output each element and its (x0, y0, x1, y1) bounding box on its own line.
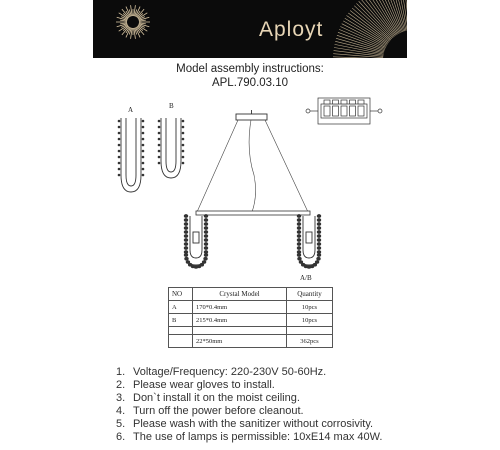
lamp-bar-drawing (196, 211, 310, 215)
table-header-quantity: Quantity (287, 288, 333, 301)
list-item-text: Please wash with the sanitizer without corrosivity. (133, 418, 374, 430)
table-cell: B (169, 314, 193, 327)
list-item (116, 379, 416, 392)
table-cell (169, 335, 193, 348)
table-header-model: Crystal Model (193, 288, 287, 301)
title-line-2: APL.790.03.10 (211, 77, 289, 89)
table-header-no: NO (169, 288, 193, 301)
table-cell: 10pcs (287, 301, 333, 314)
list-item (116, 418, 416, 431)
brand-name: Aployt (259, 18, 324, 41)
ceiling-canopy-drawing (236, 110, 267, 120)
list-item-number: 4. (116, 405, 126, 417)
list-item-number: 5. (116, 418, 126, 430)
table-cell: 10pcs (287, 314, 333, 327)
table-header-row (169, 288, 333, 301)
crystal-part-a-drawing (118, 118, 145, 192)
list-item-number: 3. (116, 392, 126, 404)
label-a: A (128, 106, 134, 114)
table-row (169, 335, 333, 348)
list-item-number: 6. (116, 431, 126, 443)
crystal-table (168, 287, 333, 348)
table-cell (193, 327, 287, 335)
instructions-list (116, 366, 416, 444)
table-spacer-row (169, 327, 333, 335)
list-item-number: 2. (116, 379, 126, 391)
list-item-text: Don`t install it on the moist ceiling. (133, 392, 300, 404)
table-cell: 215*0.4mm (193, 314, 287, 327)
table-cell: 362pcs (287, 335, 333, 348)
list-item-text: Please wear gloves to install. (133, 379, 275, 391)
list-item-text: The use of lamps is permissible: 10xE14 max 40W. (133, 431, 383, 443)
list-item (116, 392, 416, 405)
list-item-number: 1. (116, 366, 126, 378)
table-cell (287, 327, 333, 335)
right-fixture-drawing (297, 214, 321, 269)
list-item (116, 405, 416, 418)
terminal-block-drawing (306, 98, 382, 124)
table-cell: 170*0.4mm (193, 301, 287, 314)
suspension-wires (197, 120, 308, 212)
table-cell: 22*50mm (193, 335, 287, 348)
list-item-text: Voltage/Frequency: 220-230V 50-60Hz. (133, 366, 327, 378)
title-line-1: Model assembly instructions: (176, 63, 324, 75)
label-ab: A/B (300, 274, 312, 282)
list-item-text: Turn off the power before cleanout. (133, 405, 304, 417)
label-b: B (169, 102, 174, 110)
table-row (169, 301, 333, 314)
crystal-part-b-drawing (158, 118, 185, 178)
table-row (169, 314, 333, 327)
list-item (116, 431, 416, 444)
table-cell (169, 327, 193, 335)
table-cell: A (169, 301, 193, 314)
left-fixture-drawing (184, 214, 208, 269)
list-item (116, 366, 416, 379)
